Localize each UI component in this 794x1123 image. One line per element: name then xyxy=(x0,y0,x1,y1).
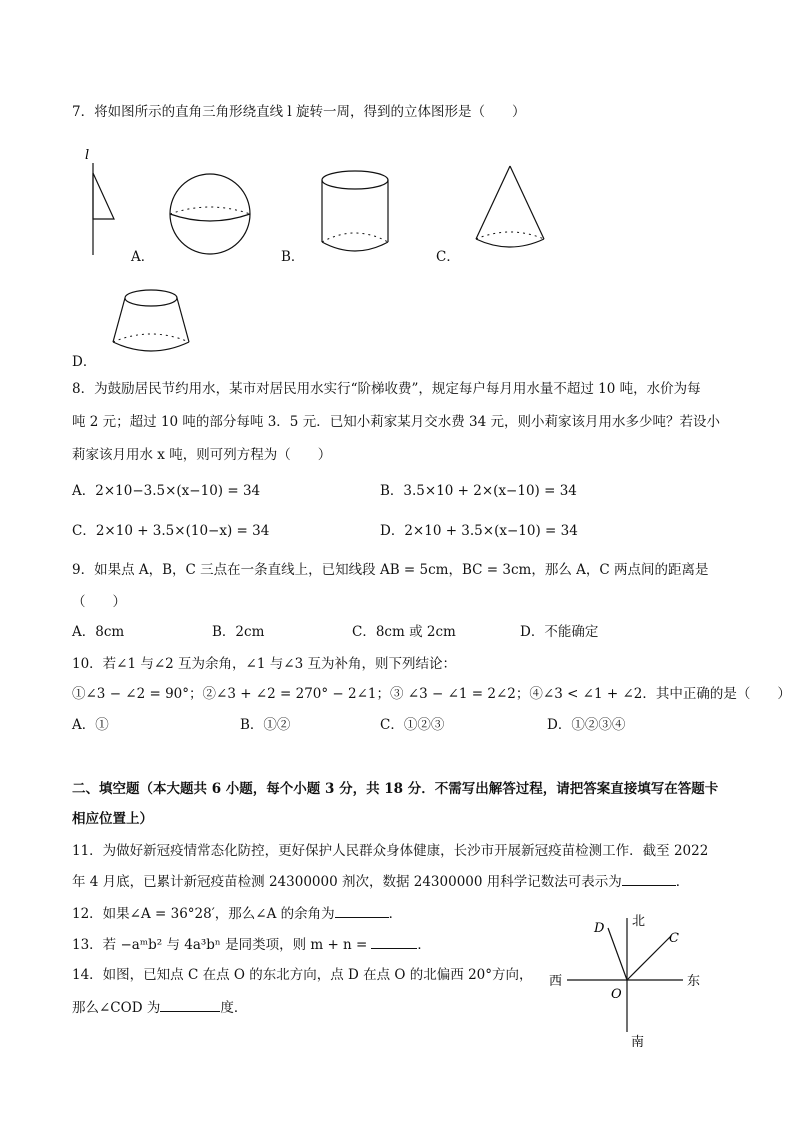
q8-line2: 吨 2 元；超过 10 吨的部分每吨 3．5 元．已知小莉家某月交水费 34 元，则小莉家该月用水多少吨？若设小 xyxy=(72,414,720,430)
q12-period: ． xyxy=(388,906,403,922)
cylinder-figure xyxy=(318,168,392,258)
option-b-label: B． xyxy=(281,249,305,265)
q9-option-c: C．8cm 或 2cm xyxy=(352,624,456,640)
q11-line2 xyxy=(72,872,689,891)
south-label: 南 xyxy=(631,1035,645,1050)
q9-line1: 9．如果点 A，B，C 三点在一条直线上，已知线段 AB = 5cm，BC = 3cm，那么 A，C 两点间的距离是 xyxy=(72,562,709,578)
q7-triangle-figure xyxy=(78,145,122,257)
q7-text: 7．将如图所示的直角三角形绕直线 l 旋转一周，得到的立体图形是（ ） xyxy=(72,104,526,120)
section2-heading-line1: 二、填空题（本大题共 6 小题，每个小题 3 分，共 18 分．不需写出解答过程，请把答案直接填写在答题卡 xyxy=(72,781,719,797)
q14-answer-blank[interactable] xyxy=(160,998,220,1012)
sphere-figure xyxy=(168,172,254,256)
q8-line1: 8．为鼓励居民节约用水，某市对居民用水实行“阶梯收费”，规定每户每月用水量不超过 10 吨，水价为每 xyxy=(72,381,701,397)
q12-line xyxy=(72,904,402,923)
od-ray xyxy=(608,928,627,980)
q9-line2: （ ） xyxy=(72,594,126,610)
q11-line1: 11．为做好新冠疫情常态化防控，更好保护人民群众身体健康，长沙市开展新冠疫苗检测工作．截至 2022 xyxy=(72,843,709,859)
frustum-figure xyxy=(108,286,194,358)
q11-period: ． xyxy=(675,874,690,890)
q11-answer-blank[interactable] xyxy=(622,872,676,886)
option-d-label: D． xyxy=(72,354,97,370)
east-label: 东 xyxy=(687,974,701,989)
section2-heading-line2: 相应位置上） xyxy=(72,811,153,827)
q10-option-d: D．①②③④ xyxy=(547,717,626,733)
q13-answer-blank[interactable] xyxy=(371,935,417,949)
q7-line-label: l xyxy=(85,148,90,163)
q10-option-a: A．① xyxy=(72,717,109,733)
q10-line2: ①∠3 − ∠2 = 90°；②∠3 + ∠2 = 270° − 2∠1；③ ∠3 − ∠1 = 2∠2；④∠3 < ∠1 + ∠2．其中正确的是（ ） xyxy=(72,686,791,702)
point-o-label: O xyxy=(611,987,622,1002)
q12-answer-blank[interactable] xyxy=(335,904,389,918)
q11-line2-text: 年 4 月底，已累计新冠疫苗检测 24300000 剂次，数据 24300000 用科学记数法可表示为 xyxy=(72,874,622,890)
q10-line1: 10．若∠1 与∠2 互为余角，∠1 与∠3 互为补角，则下列结论： xyxy=(72,656,456,672)
q13-text: 13．若 −aᵐb² 与 4a³bⁿ 是同类项，则 m + n = xyxy=(72,937,368,953)
option-a-label: A． xyxy=(131,249,155,265)
q8-option-a: A．2×10−3.5×(x−10) = 34 xyxy=(72,483,261,499)
q8-option-d: D．2×10 + 3.5×(x−10) = 34 xyxy=(380,523,578,539)
q10-option-b: B．①② xyxy=(240,717,291,733)
option-c-label: C． xyxy=(436,249,460,265)
q14-text: 那么∠COD 为 xyxy=(72,1000,161,1016)
q8-option-b: B．3.5×10 + 2×(x−10) = 34 xyxy=(380,483,577,499)
q9-option-a: A．8cm xyxy=(72,624,125,640)
q9-option-d: D．不能确定 xyxy=(520,624,599,640)
q10-option-c: C．①②③ xyxy=(380,717,445,733)
compass-figure xyxy=(545,908,715,1054)
q8-option-c: C．2×10 + 3.5×(10−x) = 34 xyxy=(72,523,270,539)
q14-line2 xyxy=(72,998,247,1017)
point-c-label: C xyxy=(669,931,679,946)
oc-ray xyxy=(627,936,671,980)
q13-period: ． xyxy=(417,937,431,953)
north-label: 北 xyxy=(632,914,646,929)
q14-suffix: 度． xyxy=(220,1000,248,1016)
q14-line1: 14．如图，已知点 C 在点 O 的东北方向，点 D 在点 O 的北偏西 20°方向， xyxy=(72,967,533,983)
point-d-label: D xyxy=(594,921,605,936)
q13-line xyxy=(72,935,431,954)
q12-text: 12．如果∠A = 36°28′，那么∠A 的余角为 xyxy=(72,906,335,922)
q9-option-b: B．2cm xyxy=(212,624,265,640)
west-label: 西 xyxy=(549,974,563,989)
q8-line3: 莉家该月用水 x 吨，则可列方程为（ ） xyxy=(72,447,332,463)
cone-figure xyxy=(472,163,548,255)
